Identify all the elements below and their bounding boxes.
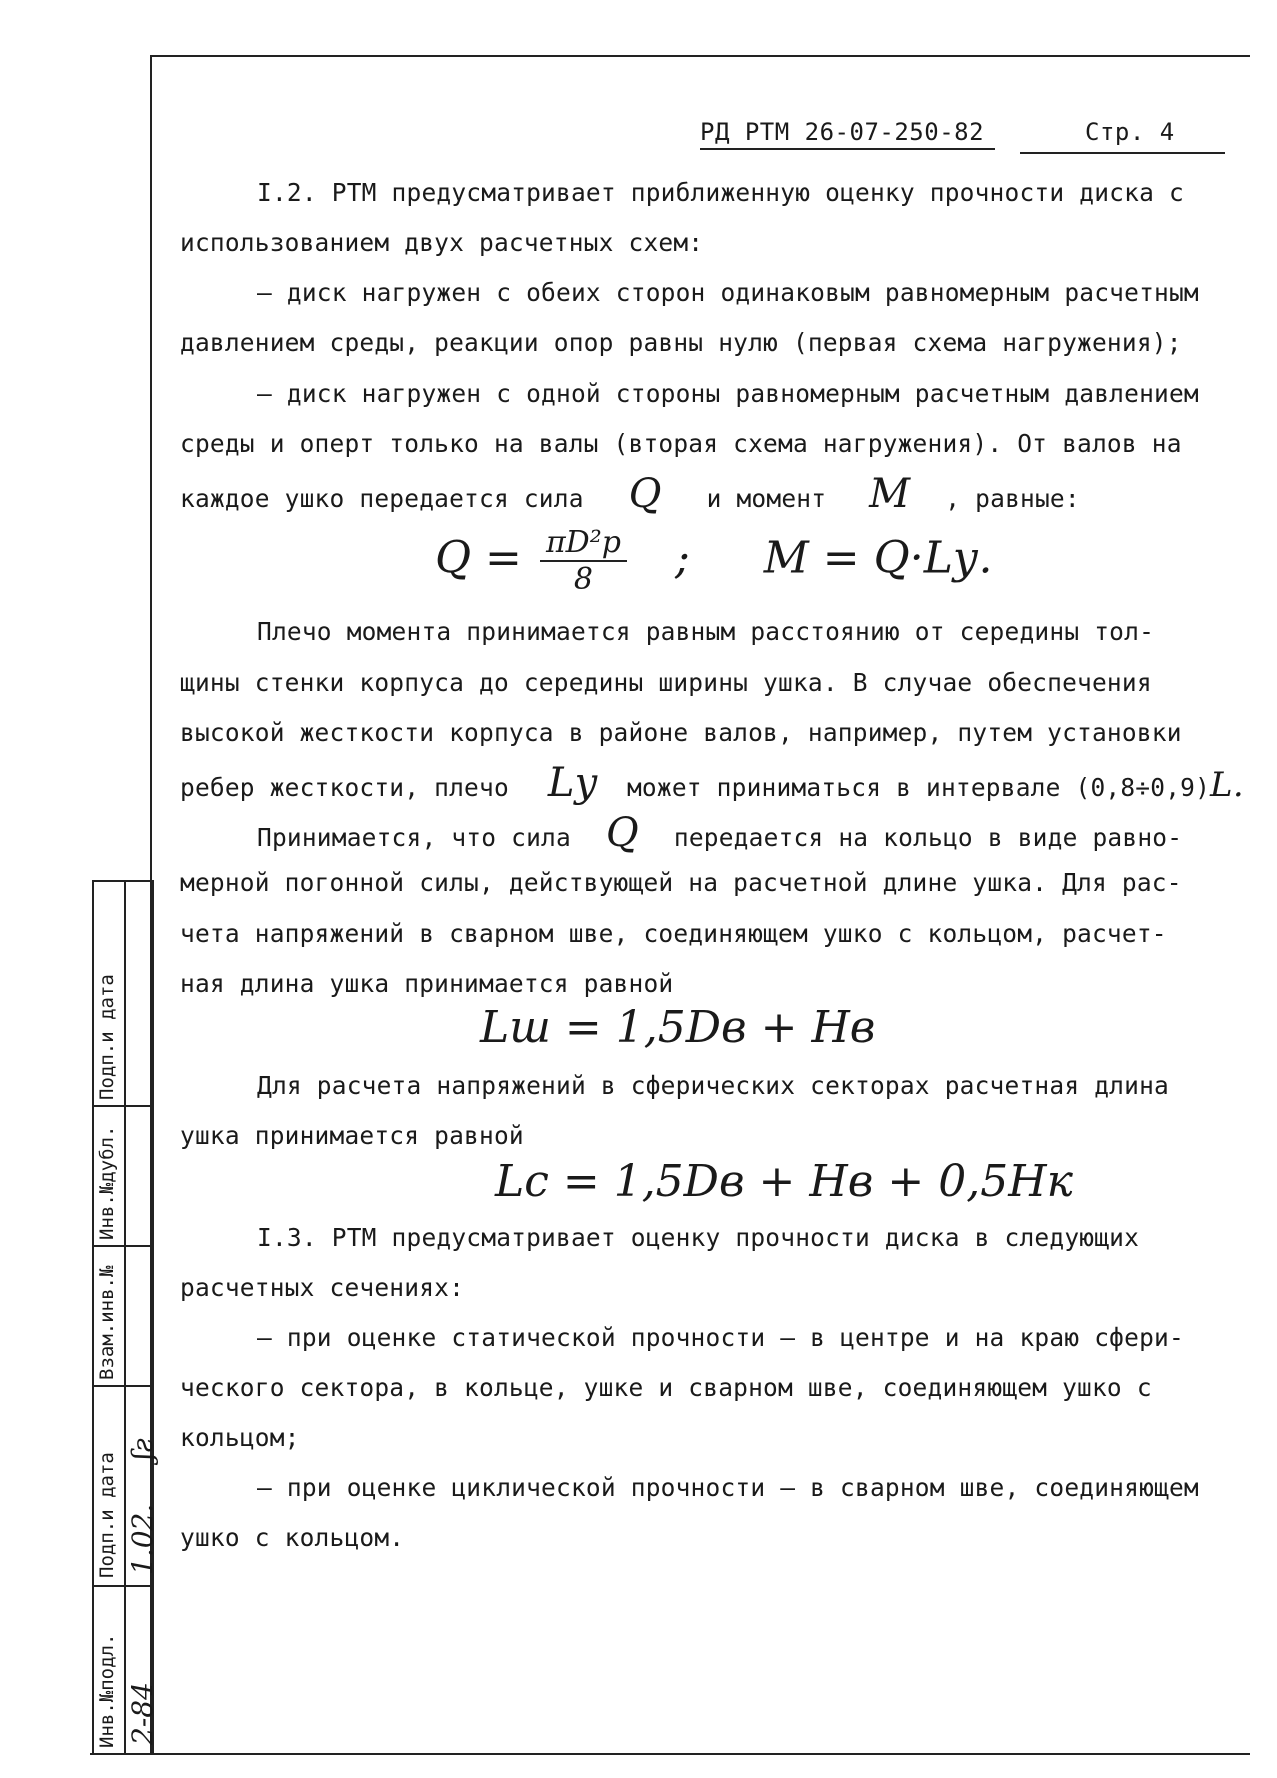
sidebar-label-replace-inv: Взам.инв.№ [96,1265,118,1380]
paragraph-line: использованием двух расчетных схем: [180,228,704,257]
formula-fraction [540,525,627,597]
paragraph-line: давлением среды, реакции опор равны нулю (первая схема нагружения); [180,328,1182,357]
paragraph-line: I.3. РТМ предусматривает оценку прочности диска в следующих [257,1223,1140,1252]
paragraph-line: кольцом; [180,1423,300,1452]
sidebar-column-values [124,880,154,1755]
paragraph-line: – диск нагружен с обеих сторон одинаковым равномерным расчетным [257,278,1199,307]
paragraph-text: передается на кольцо в виде равно- [673,823,1183,852]
paragraph-line: ушка принимается равной [180,1121,524,1150]
page-number-underline [1020,152,1225,154]
sidebar-separator [92,880,152,882]
paragraph-text: каждое ушко передается сила [180,484,584,513]
paragraph-line: щины стенки корпуса до середины ширины ушка. В случае обеспечения [180,668,1152,697]
paragraph-line: – при оценке статической прочности – в центре и на краю сфери- [257,1323,1184,1352]
sidebar-label-sign-date-2: Подп.и дата [96,974,118,1100]
formula-sector-length: Lс = 1,5Dв + Hв + 0,5Hк [495,1156,1073,1207]
formula-denominator: 8 [573,562,593,597]
paragraph-line: – диск нагружен с одной стороны равномерным расчетным давлением [257,379,1199,408]
paragraph-line: мерной погонной силы, действующей на расчетной длине ушка. Для рас- [180,868,1182,897]
paragraph-text: , равные: [945,484,1080,513]
symbol-ly: Lу [547,760,599,806]
handwritten-signature: ʃƨ [126,1438,159,1460]
handwritten-date: 1.02. [126,1503,159,1575]
paragraph-line: – при оценке циклической прочности – в сварном шве, соединяющем [257,1473,1199,1502]
formula-force-moment [435,525,992,597]
paragraph-line: расчетных сечениях: [180,1273,465,1302]
paragraph-line [257,810,1183,856]
paragraph-line [180,760,1244,806]
symbol-l: L. [1210,765,1244,805]
paragraph-line: Плечо момента принимается равным расстоянию от середины тол- [257,617,1155,646]
paragraph-line: I.2. РТМ предусматривает приближенную оценку прочности диска с [257,178,1184,207]
sidebar-separator [92,1385,152,1387]
formula-q-left: Q = [435,532,522,584]
formula-moment: M = Q·Lу. [763,532,993,584]
paragraph-line: высокой жесткости корпуса в районе валов, например, путем установки [180,718,1182,747]
paragraph-line: чета напряжений в сварном шве, соединяющем ушко с кольцом, расчет- [180,919,1167,948]
paragraph-text: может приниматься в интервале (0,8÷0,9) [626,773,1211,802]
paragraph-line: ушко с кольцом. [180,1523,405,1552]
symbol-q: Q [605,810,639,856]
frame-bottom-border [90,1753,1250,1755]
page-number: Стр. 4 [1085,118,1175,146]
frame-top-border [150,55,1250,57]
paragraph-line: среды и оперт только на валы (вторая схема нагружения). От валов на [180,429,1182,458]
paragraph-text: Принимается, что сила [257,823,571,852]
document-code: РД РТМ 26-07-250-82 [700,118,985,146]
paragraph-text: и момент [706,484,827,513]
paragraph-line: Для расчета напряжений в сферических секторах расчетная длина [257,1071,1169,1100]
formula-numerator: πD²p [540,525,627,562]
document-code-underline [700,148,995,150]
paragraph-line: ная длина ушка принимается равной [180,969,674,998]
sidebar-separator [92,1585,152,1587]
sidebar-label-inv-dup: Инв.№дубл. [96,1125,118,1240]
formula-weld-length: Lш = 1,5Dв + Hв [480,1002,876,1053]
formula-separator: ; [674,532,690,584]
sidebar-label-sign-date: Подп.и дата [96,1452,118,1578]
paragraph-line [180,471,1080,517]
handwritten-inventory-number: 2-84 [126,1682,159,1745]
symbol-q: Q [628,471,662,517]
paragraph-line: ческого сектора, в кольце, ушке и сварном шве, соединяющем ушко с [180,1373,1152,1402]
sidebar-separator [92,1245,152,1247]
paragraph-text: ребер жесткости, плечо [180,773,509,802]
symbol-m: M [869,471,911,517]
sidebar-separator [92,1105,152,1107]
sidebar-label-inv-orig: Инв.№подл. [96,1633,118,1748]
